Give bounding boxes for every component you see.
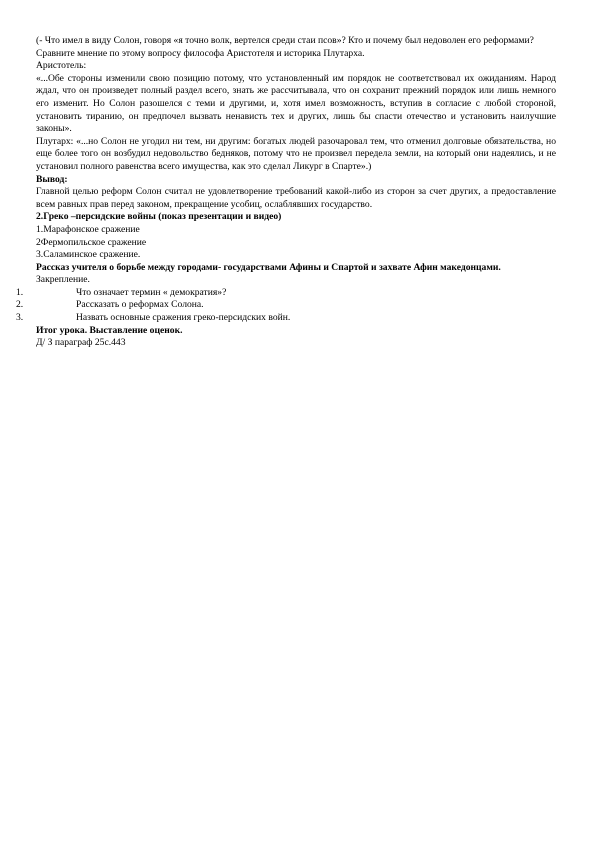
- battle-item: 1.Марафонское сражение: [36, 223, 140, 235]
- teacher-story: Рассказ учителя о борьбе между городами- государствами Афины и Спартой и захвате Афин македонцами.: [36, 261, 501, 273]
- lesson-summary: Итог урока. Выставление оценок.: [36, 324, 183, 336]
- battle-item: 3.Саламинское сражение.: [36, 249, 141, 261]
- battle-item: 2Фермопильское сражение: [36, 236, 147, 248]
- aristotle-label: Аристотель:: [36, 60, 87, 72]
- question-text: Назвать основные сражения греко-персидских войн.: [76, 312, 291, 324]
- compare-instruction: Сравните мнение по этому вопросу философа Аристотеля и историка Плутарха.: [36, 47, 365, 59]
- questions-list: [16, 286, 556, 325]
- document-body: [16, 35, 556, 350]
- conclusion-label: Вывод:: [36, 173, 68, 185]
- aristotle-quote: «...Обе стороны изменили свою позицию потому, что установленный им порядок не соответствовал их ожиданиям. Народ ждал, что он произведет полный раздел всего, знать же рассчитывала, что он сохранит прежний порядок или лишь немного его изменит. Но Солон разошелся с теми и другими, и, хотя имел возможность, вступив в согласие с любой стороной, установить тиранию, он предпочел вызвать ненависть тех и других, лишь бы спасти отечество и установить наилучшие законы».: [36, 72, 556, 135]
- section2-heading: 2.Греко –персидские войны (показ презентации и видео): [36, 211, 282, 223]
- question-item: [16, 299, 556, 312]
- question-item: [16, 312, 556, 325]
- homework: Д/ З параграф 25с.443: [36, 337, 126, 349]
- conclusion-text: Главной целью реформ Солон считал не удовлетворение требований какой-либо из сторон за счет других, а предоставление всем равных прав перед законом, прекращение усобиц, ослаблявших государство.: [36, 186, 556, 210]
- question-text: Рассказать о реформах Солона.: [76, 299, 204, 311]
- question-item: [16, 286, 556, 300]
- consolidation-label: Закрепление.: [36, 274, 90, 286]
- question-number: 2.: [16, 299, 24, 311]
- question-number: 1.: [16, 286, 24, 298]
- plutarch-quote: Плутарх: «...но Солон не угодил ни тем, ни другим: богатых людей разочаровал тем, что отменил долговые обязательства, но еще более того он возбудил недовольство бедняков, потому что не произвел передела земли, на который они надеялись, и не установил полного равенства всего имущества, как это сделал Ликург в Спарте».): [36, 135, 556, 172]
- question-text: Что означает термин « демократия»?: [76, 286, 227, 298]
- question-paragraph: (- Что имел в виду Солон, говоря «я точно волк, вертелся среди стаи псов»? Кто и почему был недоволен его реформами?: [36, 35, 534, 46]
- question-number: 3.: [16, 312, 24, 324]
